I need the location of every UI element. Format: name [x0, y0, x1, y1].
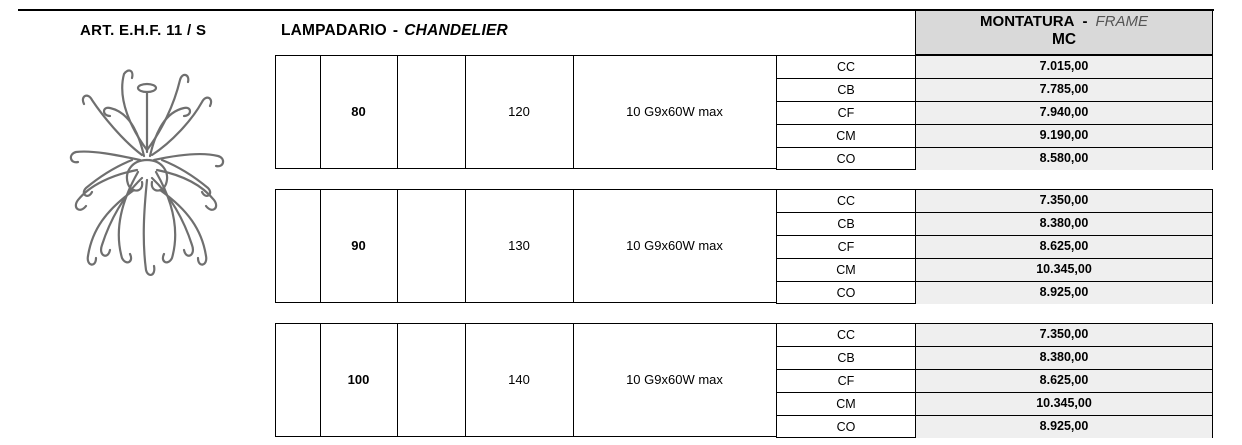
- finish-price-list: [776, 189, 1213, 303]
- finish-row: [776, 124, 1213, 147]
- finish-row: [776, 55, 1213, 78]
- finish-code: CB: [776, 213, 915, 235]
- product-name-it: LAMPADARIO: [281, 22, 387, 39]
- diameter-value: 80: [351, 104, 366, 119]
- finish-row: [776, 235, 1213, 258]
- product-name-en: CHANDELIER: [404, 22, 508, 39]
- article-code: ART. E.H.F. 11 / S: [80, 22, 207, 39]
- lamps-value: 10 G9x60W max: [626, 238, 723, 253]
- finish-price: 8.580,00: [915, 148, 1213, 170]
- size-block-3: [275, 323, 1213, 437]
- finish-row: [776, 346, 1213, 369]
- finish-code: CO: [776, 416, 915, 438]
- lamps-value: 10 G9x60W max: [626, 372, 723, 387]
- frame-label-en: FRAME: [1095, 13, 1148, 30]
- finish-code: CO: [776, 282, 915, 304]
- finish-price: 8.625,00: [915, 370, 1213, 392]
- finish-code: CF: [776, 102, 915, 124]
- finish-row: [776, 78, 1213, 101]
- finish-code: CB: [776, 347, 915, 369]
- finish-row: [776, 415, 1213, 438]
- finish-row: [776, 147, 1213, 170]
- finish-code: CF: [776, 236, 915, 258]
- frame-code: MC: [1051, 31, 1077, 48]
- finish-price-list: [776, 55, 1213, 169]
- title-separator: -: [392, 22, 399, 39]
- finish-price: 7.940,00: [915, 102, 1213, 124]
- finish-code: CB: [776, 79, 915, 101]
- frame-header: [915, 11, 1213, 55]
- finish-row: [776, 281, 1213, 304]
- diameter-value: 90: [351, 238, 366, 253]
- product-title: [281, 22, 508, 40]
- finish-row: [776, 369, 1213, 392]
- finish-price: 7.350,00: [915, 190, 1213, 212]
- finish-row: [776, 212, 1213, 235]
- finish-row: [776, 323, 1213, 346]
- finish-row: [776, 258, 1213, 281]
- column-divider: [397, 323, 398, 437]
- frame-separator: -: [1082, 13, 1088, 30]
- frame-label-it: MONTATURA: [980, 13, 1075, 30]
- diameter-value: 100: [347, 372, 370, 387]
- finish-price: 7.015,00: [915, 56, 1213, 78]
- finish-row: [776, 189, 1213, 212]
- finish-price: 9.190,00: [915, 125, 1213, 147]
- finish-price-list: [776, 323, 1213, 437]
- column-divider: [397, 189, 398, 303]
- height-value: 140: [508, 372, 530, 387]
- finish-price: 8.625,00: [915, 236, 1213, 258]
- finish-code: CC: [776, 56, 915, 78]
- finish-code: CO: [776, 148, 915, 170]
- finish-row: [776, 392, 1213, 415]
- height-value: 120: [508, 104, 530, 119]
- finish-price: 10.345,00: [915, 393, 1213, 415]
- size-block-1: [275, 55, 1213, 169]
- chandelier-icon: [62, 60, 232, 285]
- height-value: 130: [508, 238, 530, 253]
- finish-row: [776, 101, 1213, 124]
- finish-code: CM: [776, 125, 915, 147]
- finish-code: CC: [776, 190, 915, 212]
- finish-price: 7.350,00: [915, 324, 1213, 346]
- finish-price: 8.380,00: [915, 347, 1213, 369]
- frame-header-title: [916, 13, 1212, 30]
- finish-price: 10.345,00: [915, 259, 1213, 281]
- finish-price: 8.925,00: [915, 282, 1213, 304]
- finish-code: CM: [776, 259, 915, 281]
- finish-price: 7.785,00: [915, 79, 1213, 101]
- finish-price: 8.925,00: [915, 416, 1213, 438]
- finish-price: 8.380,00: [915, 213, 1213, 235]
- finish-code: CF: [776, 370, 915, 392]
- size-block-2: [275, 189, 1213, 303]
- finish-code: CM: [776, 393, 915, 415]
- lamps-value: 10 G9x60W max: [626, 104, 723, 119]
- finish-code: CC: [776, 324, 915, 346]
- column-divider: [397, 55, 398, 169]
